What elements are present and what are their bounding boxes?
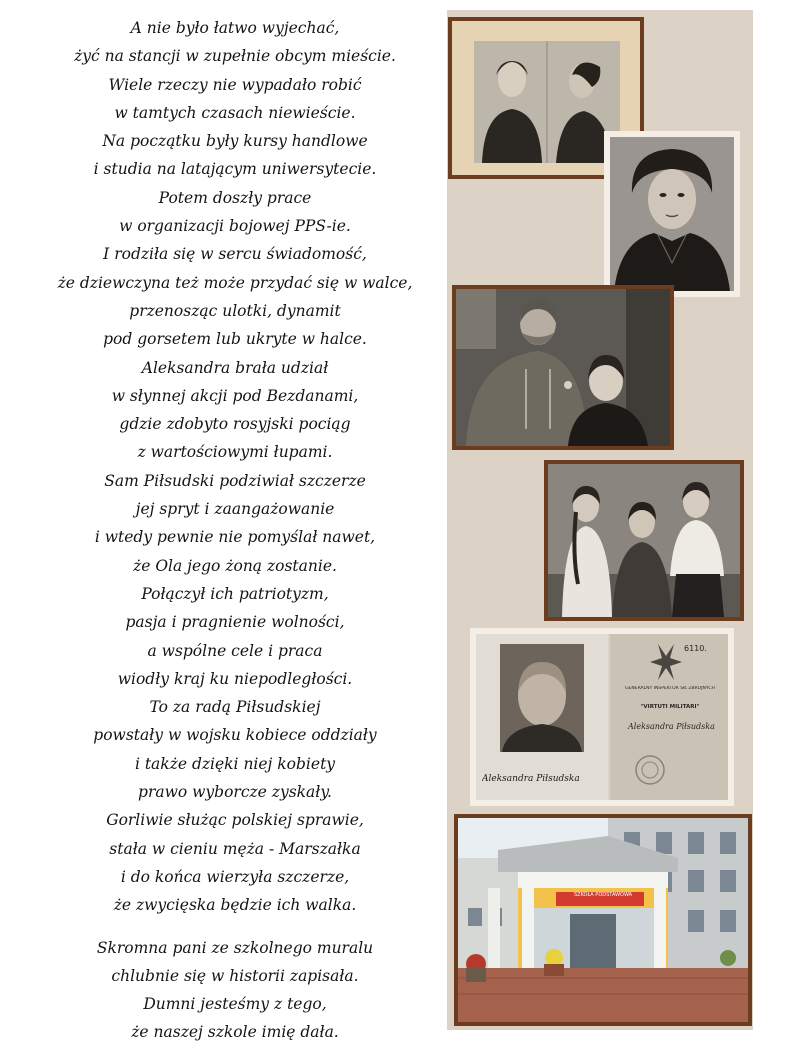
- poem-line: To za radą Piłsudskiej: [149, 698, 321, 717]
- document-signature: Aleksandra Piłsudska: [482, 774, 580, 784]
- poem-line: że Ola jego żoną zostanie.: [133, 556, 337, 575]
- poem-line: w słynnej akcji pod Bezdanami,: [111, 386, 359, 405]
- school-building-photo: [454, 814, 752, 1026]
- stanza-gap: [30, 920, 440, 934]
- poem-line: i studia na latającym uniwersytecie.: [93, 160, 377, 179]
- poem-line: Dumni jesteśmy z tego,: [143, 994, 327, 1013]
- family-photo: [544, 460, 744, 621]
- couple-photo: [452, 285, 674, 450]
- poem-line: przenosząc ulotki, dynamit: [129, 301, 341, 320]
- poem-line: Aleksandra brała udział: [141, 358, 329, 377]
- poem-line: że zwycięska będzie ich walka.: [113, 896, 357, 915]
- poem-stanza-2: [30, 934, 440, 1046]
- poem-line: Potem doszły prace: [158, 188, 312, 207]
- poem-stanza-1: [30, 14, 440, 920]
- poem-line: Wiele rzeczy nie wypadało robić: [108, 75, 362, 94]
- poem-line: prawo wyborcze zyskały.: [138, 783, 332, 802]
- poem-line: gdzie zdobyto rosyjski pociąg: [119, 415, 351, 434]
- poem-line: jej spryt i zaangażowanie: [135, 500, 335, 519]
- poem-line: Skromna pani ze szkolnego muralu: [96, 938, 374, 957]
- poem-line: wiodły kraj ku niepodległości.: [117, 669, 353, 688]
- poem: [30, 14, 440, 1046]
- poem-line: z wartościowymi łupami.: [137, 443, 333, 462]
- poem-line: Połączył ich patriotyzm,: [141, 584, 329, 603]
- document-header-1: GENERALNY INSPEKTOR SIŁ ZBROJNYCH: [625, 686, 715, 691]
- poem-line: w tamtych czasach niewieście.: [114, 103, 356, 122]
- poem-line: że dziewczyna też może przydać się w walce,: [57, 273, 413, 292]
- poem-line: chlubnie się w historii zapisała.: [111, 966, 359, 985]
- poem-line: Sam Piłsudski podziwiał szczerze: [104, 471, 366, 490]
- poem-line: żyć na stancji w zupełnie obcym mieście.: [74, 47, 396, 66]
- poem-line: Gorliwie służąc polskiej sprawie,: [106, 811, 364, 830]
- document-card-number: 6110.: [684, 644, 707, 653]
- poem-line: pod gorsetem lub ukryte w halce.: [103, 330, 367, 349]
- document-header-2: "VIRTUTI MILITARI": [640, 704, 700, 710]
- poem-line: a wspólne cele i praca: [147, 641, 323, 660]
- poem-line: w organizacji bojowej PPS-ie.: [119, 217, 351, 236]
- poem-line: Na początku były kursy handlowe: [102, 132, 368, 151]
- poem-line: stała w cieniu męża - Marszałka: [109, 839, 361, 858]
- poem-line: A nie było łatwo wyjechać,: [130, 19, 340, 37]
- poem-line: powstały w wojsku kobiece oddziały: [93, 726, 377, 745]
- virtuti-militari-document: [470, 628, 734, 806]
- poem-line: i wtedy pewnie nie pomyślał nawet,: [94, 528, 376, 547]
- school-banner: SZKOŁA PODSTAWOWA: [573, 892, 633, 898]
- poem-line: pasja i pragnienie wolności,: [125, 613, 345, 632]
- poem-line: i także dzięki niej kobiety: [134, 754, 336, 773]
- poem-line: że naszej szkole imię dała.: [131, 1022, 339, 1041]
- portrait-photo: [604, 131, 740, 297]
- poem-line: i do końca wierzyła szczerze,: [120, 867, 350, 886]
- poem-line: I rodziła się w sercu świadomość,: [103, 245, 367, 264]
- document-holder-name: Aleksandra Piłsudska: [628, 722, 715, 731]
